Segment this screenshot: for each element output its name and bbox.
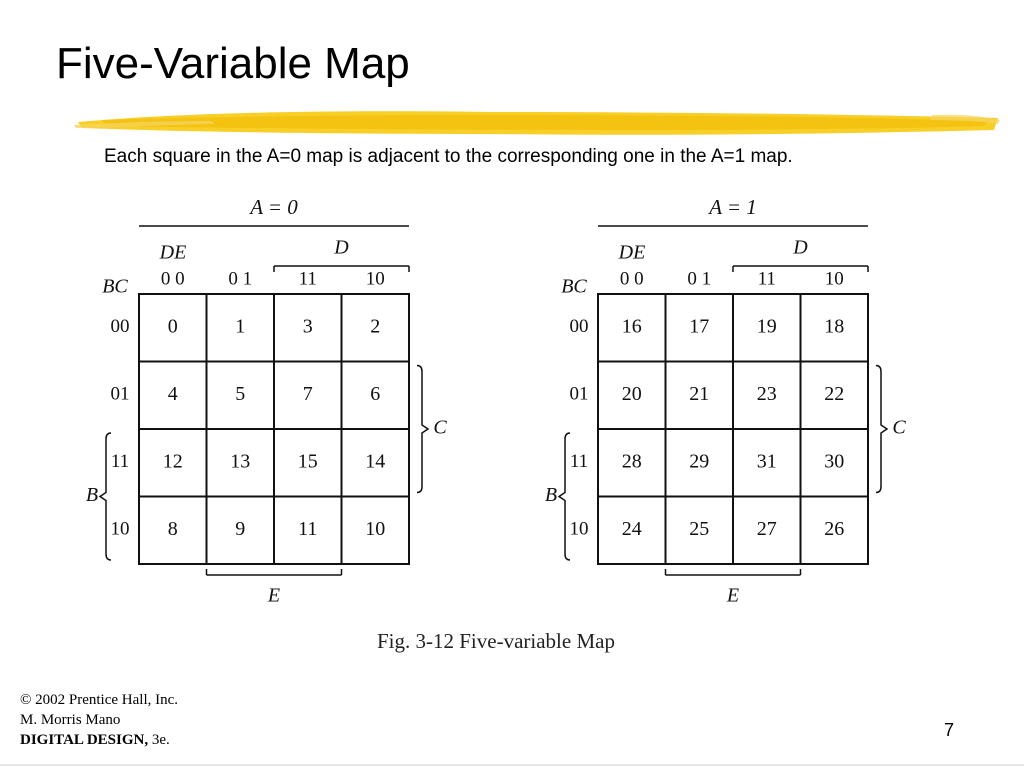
map0-cell-2-0: 12 [162,450,183,473]
footer-copyright: © 2002 Prentice Hall, Inc. [20,692,179,708]
map1-cell-2-0: 28 [621,450,642,473]
map1-cell-0-0: 16 [621,315,642,338]
map1-row-header-2: 11 [569,451,589,473]
map1-b-label: B [544,484,558,507]
map0-cell-2-1: 13 [230,450,251,473]
map1-col-header-3: 10 [824,268,844,290]
map1-cell-3-3: 26 [824,517,845,540]
map1-cell-2-2: 31 [756,450,777,473]
footer-edition: 3e. [148,732,170,748]
map1-cell-1-1: 21 [689,382,710,405]
map1-col-header-1: 0 1 [687,268,712,290]
footer-book [20,730,178,750]
footer-book-title: DIGITAL DESIGN, [20,732,149,748]
map0-cell-3-3: 10 [365,517,386,540]
map0-cell-2-3: 14 [365,450,386,473]
map1-cell-1-0: 20 [621,382,642,405]
map1-c-bracket [876,366,887,493]
map1-e-label: E [726,584,740,607]
map0-cell-0-0: 0 [167,315,178,338]
map1-a-label: A = 1 [709,194,757,219]
map1-cell-1-2: 23 [756,382,777,405]
page-number: 7 [944,720,955,740]
map1-bc-label: BC [561,275,587,298]
map1-c-label: C [892,416,906,439]
map1-col-header-2: 11 [757,268,776,290]
map0-row-header-0: 00 [110,316,130,338]
map0-cell-1-1: 5 [235,382,246,405]
figure-caption: Fig. 3-12 Five-variable Map [377,629,615,653]
map1-cell-2-1: 29 [689,450,710,473]
map0-e-label: E [267,584,281,607]
map0-cell-0-1: 1 [235,315,246,338]
map0-row-header-1: 01 [110,383,130,405]
map0-col-header-3: 10 [365,268,385,290]
map0-row-header-2: 11 [110,451,130,473]
map1-cell-3-1: 25 [689,517,710,540]
map0-cell-1-3: 6 [370,382,381,405]
map0-c-label: C [433,416,447,439]
map1-row-header-3: 10 [569,518,589,540]
adjacency-note: Each square in the A=0 map is adjacent to the corresponding one in the A=1 map. [104,146,793,167]
map0-de-label: DE [159,241,187,264]
map1-cell-0-3: 18 [824,315,845,338]
map0-cell-0-3: 2 [370,315,381,338]
map0-cell-1-0: 4 [167,382,178,405]
map0-bc-label: BC [102,275,128,298]
map1-cell-3-0: 24 [621,517,642,540]
map0-col-header-2: 11 [298,268,317,290]
copyright-footer [20,690,178,750]
map1-cell-3-2: 27 [756,517,777,540]
map0-col-header-0: 0 0 [160,268,185,290]
map0-cell-0-2: 3 [302,315,313,338]
map1-row-header-1: 01 [569,383,589,405]
map1-de-label: DE [618,241,646,264]
map1-cell-0-1: 17 [689,315,710,338]
map0-c-bracket [417,366,428,493]
map1-b-bracket [559,433,570,560]
map0-cell-1-2: 7 [302,382,313,405]
map0-b-label: B [85,484,99,507]
map0-col-header-1: 0 1 [228,268,253,290]
bottom-divider [0,764,1024,766]
map1-cell-0-2: 19 [756,315,777,338]
map0-d-label: D [334,236,349,259]
map0-row-header-3: 10 [110,518,130,540]
map1-col-header-0: 0 0 [619,268,644,290]
map0-cell-2-2: 15 [297,450,318,473]
map0-b-bracket [100,433,111,560]
footer-author: M. Morris Mano [20,712,121,728]
map0-a-label: A = 0 [250,194,298,219]
map0-cell-3-2: 11 [298,517,318,540]
map1-cell-1-3: 22 [824,382,845,405]
slide-title: Five-Variable Map [56,39,410,88]
map1-row-header-0: 00 [569,316,589,338]
map0-cell-3-1: 9 [235,517,246,540]
map1-d-label: D [793,236,808,259]
map0-cell-3-0: 8 [167,517,178,540]
map1-cell-2-3: 30 [824,450,845,473]
